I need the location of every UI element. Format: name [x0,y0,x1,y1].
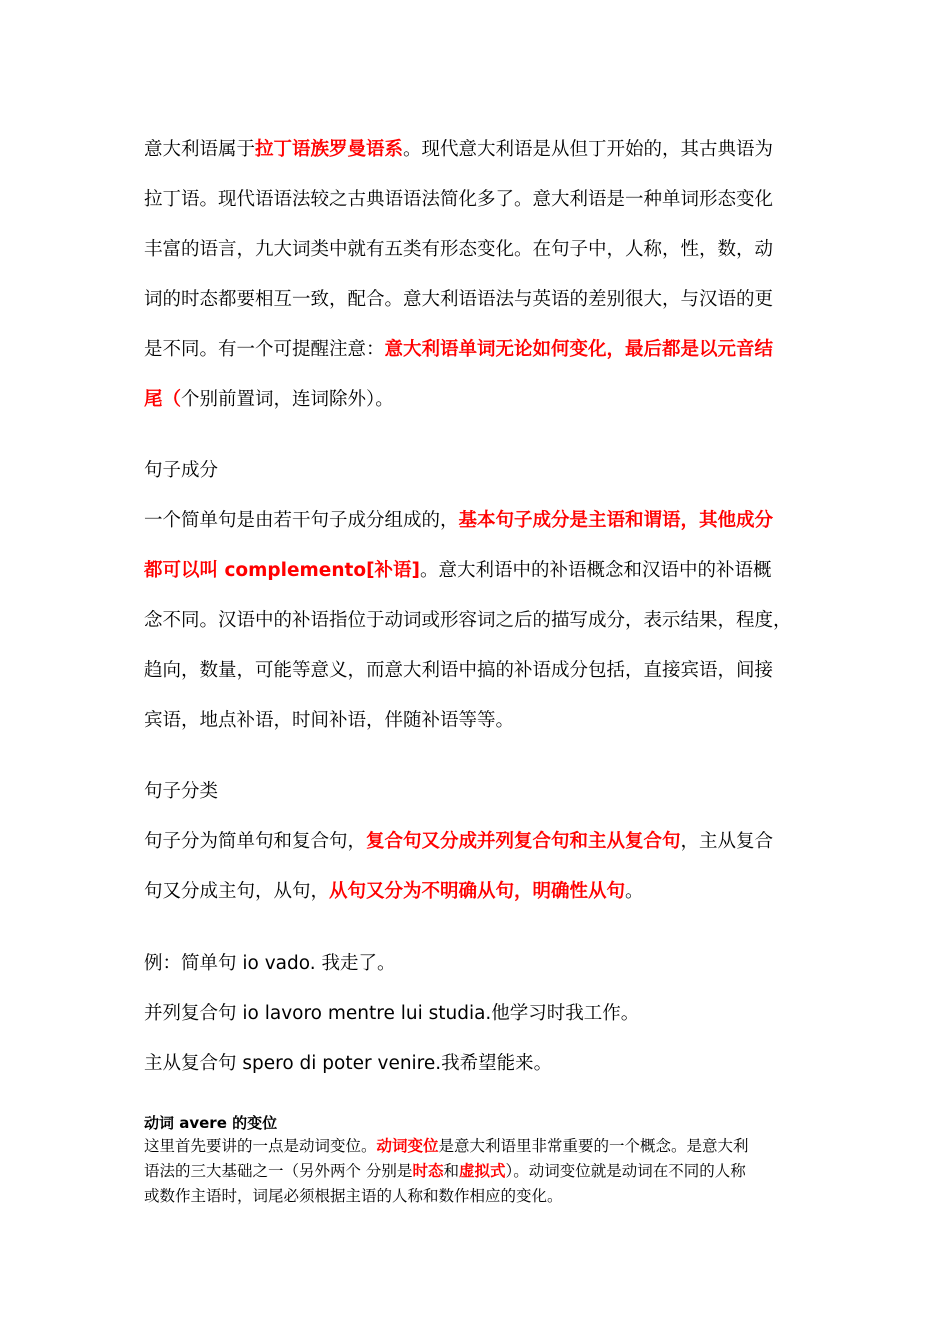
example-simple-sentence: 例：简单句 io vado. 我走了。 [144,953,396,974]
text-line [144,275,809,325]
text-run: 句子分为简单句和复合句， [144,831,367,852]
text-run: 意大利语属于 [144,139,256,160]
text-run: 。 [625,881,644,902]
highlight-run: 从句又分为不明确从句，明确性从句 [329,881,626,902]
text-line [144,867,809,917]
text-run: ）。动词变位就是动词在不同的人称 [505,1162,746,1180]
text-run: 个别前置词，连词除外）。 [181,389,394,410]
text-run: 拉丁语。现代语语法较之古典语语法简化多了。意大利语是一种单词形态变化 [144,189,774,210]
text-line [144,696,809,746]
text-run: ，主从复合 [680,831,774,852]
example-compound-sentence: 并列复合句 io lavoro mentre lui studia.他学习时我工作。 [144,1003,640,1024]
text-run: 或数作主语时，词尾必须根据主语的人称和数作相应的变化。 [144,1187,563,1205]
text-line [144,1184,814,1209]
conjugation-title: 动词 avere 的变位 [144,1114,278,1132]
text-line [144,375,809,425]
text-run: 念不同。汉语中的补语指位于动词或形容词之后的描写成分，表示结果，程度， [144,610,792,631]
text-line [144,125,809,175]
text-run: 趋向，数量，可能等意义，而意大利语中搞的补语成分包括，直接宾语，间接 [144,660,774,681]
text-line [144,175,809,225]
text-line [144,546,809,596]
text-run: 和 [443,1162,459,1180]
text-run: 是意大利语里非常重要的一个概念。是意大利 [438,1137,749,1155]
text-line [144,646,809,696]
sentence-types-paragraph [144,817,809,917]
highlight-run: 动词变位 [376,1137,439,1155]
highlight-run: 都可以叫 complemento[补语] [144,560,420,581]
text-line [144,325,809,375]
text-line [144,1134,814,1159]
text-run: 一个简单句是由若干句子成分组成的， [144,510,459,531]
highlight-run: 基本句子成分是主语和谓语，其他成分 [458,510,774,531]
intro-paragraph [144,125,809,425]
highlight-run: 虚拟式 [458,1162,506,1180]
text-run: 丰富的语言，九大词类中就有五类有形态变化。在句子中，人称，性，数，动 [144,239,774,260]
text-run: 这里首先要讲的一点是动词变位。 [144,1137,377,1155]
highlight-run: 时态 [412,1162,444,1180]
highlight-run: 复合句又分成并列复合句和主从复合句 [366,831,681,852]
text-line [144,1159,814,1184]
highlight-run: 拉丁语族罗曼语系 [255,139,404,160]
text-run: 宾语，地点补语，时间补语，伴随补语等等。 [144,710,515,731]
conjugation-paragraph [144,1134,814,1209]
sentence-components-paragraph [144,496,809,746]
text-run: 句又分成主句，从句， [144,881,330,902]
text-run: 是不同。有一个可提醒注意： [144,339,385,360]
section-heading-sentence-components: 句子成分 [144,460,219,481]
text-line [144,225,809,275]
text-run: 语法的三大基础之一（另外两个 分别是 [144,1162,413,1180]
section-heading-sentence-types: 句子分类 [144,781,219,802]
text-run: 。现代意大利语是从但丁开始的，其古典语为 [403,139,774,160]
text-line [144,596,809,646]
example-complex-sentence: 主从复合句 spero di poter venire.我希望能来。 [144,1053,553,1074]
highlight-run: 意大利语单词无论如何变化，最后都是以元音结 [384,339,774,360]
text-run: 词的时态都要相互一致，配合。意大利语语法与英语的差别很大，与汉语的更 [144,289,774,310]
text-line [144,496,809,546]
text-run: 。意大利语中的补语概念和汉语中的补语概 [419,560,772,581]
text-line [144,817,809,867]
highlight-run: 尾（ [144,389,182,410]
